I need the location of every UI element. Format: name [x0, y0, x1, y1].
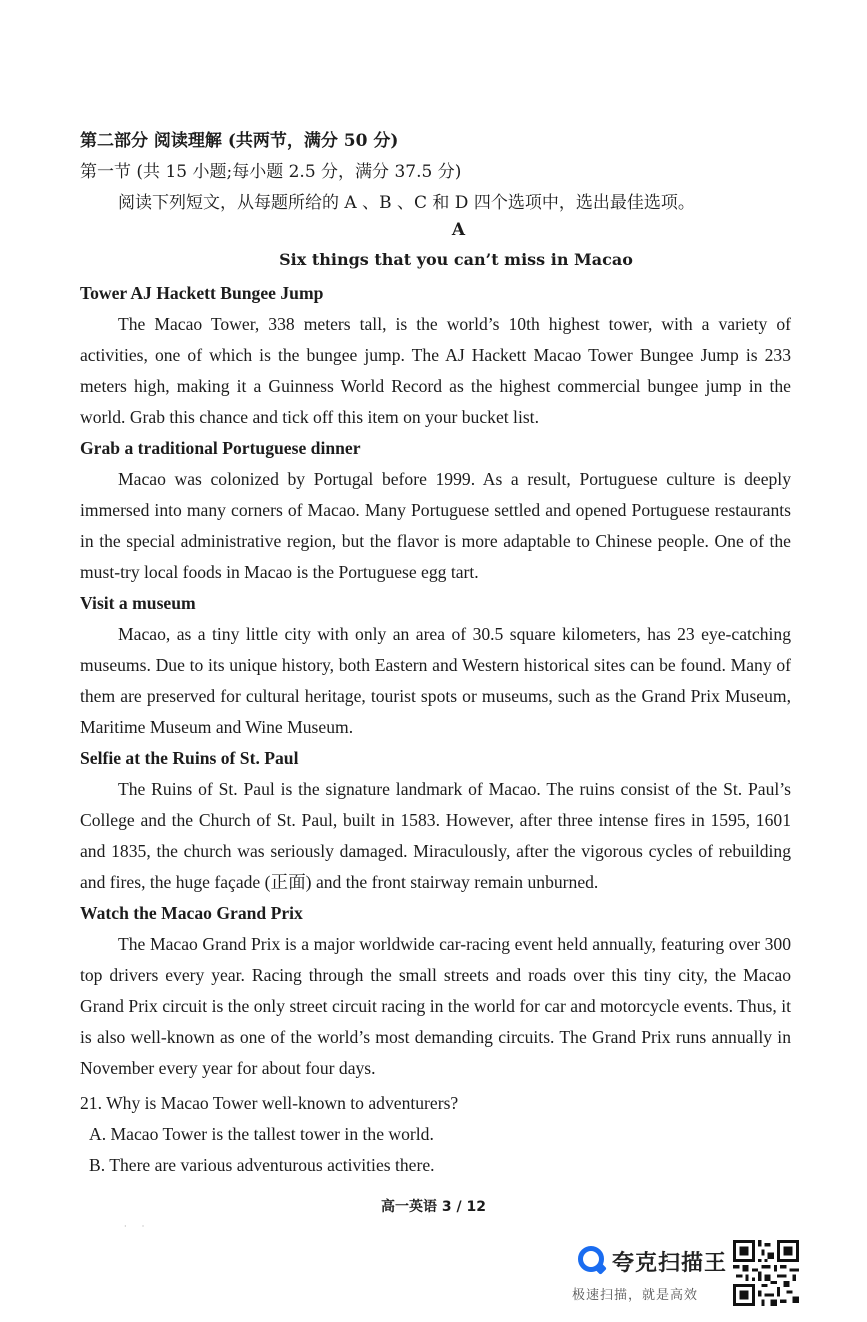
quark-logo-icon: [578, 1246, 604, 1272]
section-heading-museum: Visit a museum: [80, 593, 196, 613]
section-heading-ruins: Selfie at the Ruins of St. Paul: [80, 748, 299, 768]
qr-code-icon: [733, 1240, 799, 1306]
page-footer: 高一英语 3 / 12: [381, 1199, 486, 1215]
scan-specks: · ·: [124, 1222, 145, 1231]
section-text-grand-prix: The Macao Grand Prix is a major worldwide car-racing event held annually, featuring over 300 top drivers every year. Racing through the small streets and roads over this tiny city, the Macao Grand Prix circuit is the only street circuit racing in the world for car and motorcycle events. Thus, it is also well-known as one of the world’s most demanding circuits. The Grand Prix runs annually in November every year for about four days.: [80, 934, 791, 1078]
option-b: B. There are various adventurous activities there.: [89, 1155, 435, 1175]
section-heading-dinner: Grab a traditional Portuguese dinner: [80, 438, 361, 458]
section-heading: 第一节 (共 15 小题;每小题 2.5 分，满分 37.5 分): [80, 162, 462, 182]
scanner-watermark: [570, 1240, 860, 1310]
section-heading-bungee: Tower AJ Hackett Bungee Jump: [80, 283, 324, 303]
watermark-brand: 夸克扫描王: [612, 1251, 728, 1276]
section-heading-grand-prix: Watch the Macao Grand Prix: [80, 903, 303, 923]
section-text-dinner: Macao was colonized by Portugal before 1999. As a result, Portuguese culture is deeply immersed into many corners of Macao. Many Portuguese settled and opened Portuguese restaurants in the special administrative region, but the flavor is more adaptable to Chinese people. One of the must-try local foods in Macao is the Portuguese egg tart.: [80, 469, 791, 582]
section-text-bungee: The Macao Tower, 338 meters tall, is the world’s 10th highest tower, with a variety of activities, one of which is the bungee jump. The AJ Hackett Macao Tower Bungee Jump is 233 meters high, making it a Guinness World Record as the highest commercial bungee jump in the world. Grab this chance and tick off this item on your bucket list.: [80, 314, 791, 427]
section-text-museum: Macao, as a tiny little city with only an area of 30.5 square kilometers, has 23 eye-catching museums. Due to its unique history, both Eastern and Western historical sites can be found. Many of them are preserved for cultural heritage, tourist spots or museums, such as the Grand Prix Museum, Maritime Museum and Wine Museum.: [80, 624, 791, 737]
passage-letter: A: [451, 220, 466, 240]
section-text-ruins: The Ruins of St. Paul is the signature landmark of Macao. The ruins consist of the St. Paul’s College and the Church of St. Paul, built in 1583. However, after three intense fires in 1595, 1601 and 1835, the church was seriously damaged. Miraculously, after the vigorous cycles of rebuilding and fires, the huge façade (正面) and the front stairway remain unburned.: [80, 779, 791, 892]
part-heading: 第二部分 阅读理解 (共两节，满分 50 分): [80, 131, 399, 151]
watermark-slogan: 极速扫描，就是高效: [572, 1288, 699, 1303]
option-a: A. Macao Tower is the tallest tower in the world.: [89, 1124, 434, 1144]
question-stem: 21. Why is Macao Tower well-known to adventurers?: [80, 1093, 459, 1113]
passage-body: [80, 278, 791, 1084]
passage-title: Six things that you can’t miss in Macao: [279, 250, 633, 269]
instruction-text: 阅读下列短文，从每题所给的 A 、B 、C 和 D 四个选项中，选出最佳选项。: [118, 193, 695, 213]
question-21: [80, 1088, 458, 1181]
